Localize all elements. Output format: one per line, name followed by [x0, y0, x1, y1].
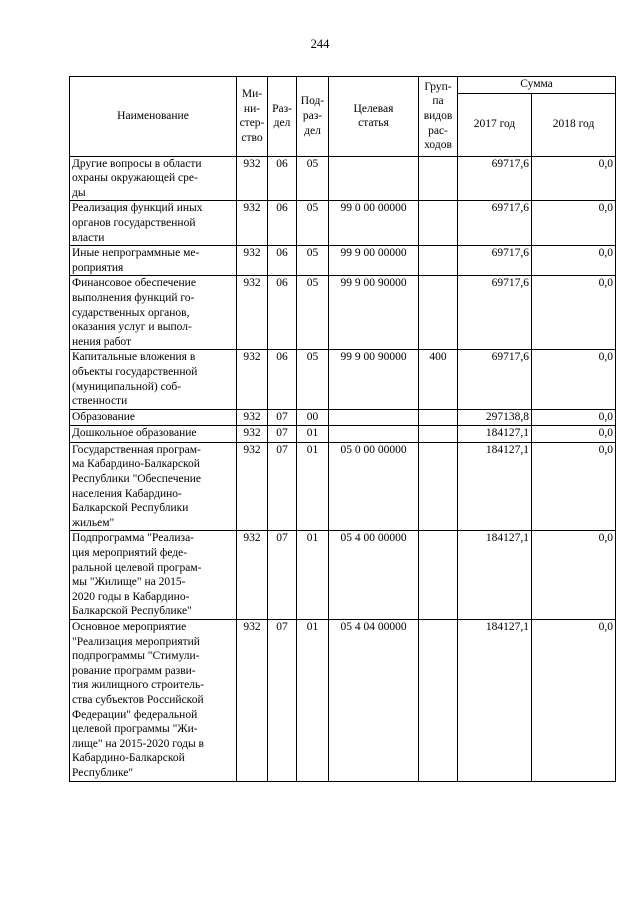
row-sum-2017: 297138,8: [458, 409, 532, 426]
name-line: "Реализация мероприятий: [72, 635, 200, 648]
row-ministry: 932: [237, 442, 268, 531]
row-name: [70, 246, 237, 276]
row-sum-2018: 0,0: [532, 531, 616, 620]
name-line: Финансовое обеспечение: [72, 277, 196, 290]
row-subsection: 05: [297, 276, 329, 350]
row-section: 06: [268, 350, 297, 409]
name-line: Образование: [72, 410, 136, 423]
name-line: Другие вопросы в области: [72, 157, 202, 170]
row-sum-2017: 69717,6: [458, 246, 532, 276]
row-group: [419, 442, 458, 531]
header-sum: Сумма: [458, 77, 616, 94]
header-subsection-line: раз-: [302, 110, 323, 122]
row-ministry: 932: [237, 201, 268, 246]
row-group: [419, 409, 458, 426]
row-sum-2018: 0,0: [532, 276, 616, 350]
row-ministry: 932: [237, 426, 268, 443]
row-name: [70, 442, 237, 531]
row-subsection: 01: [297, 426, 329, 443]
row-ministry: 932: [237, 350, 268, 409]
table-row: [70, 156, 616, 201]
name-line: Кабардино-Балкарской: [72, 752, 185, 765]
row-section: 06: [268, 246, 297, 276]
row-sum-2017: 184127,1: [458, 442, 532, 531]
row-ministry: 932: [237, 276, 268, 350]
row-group: [419, 620, 458, 782]
name-line: Иные непрограммные ме-: [72, 247, 200, 260]
table-row: [70, 442, 616, 531]
header-ministry-line: ни-: [243, 102, 261, 115]
name-line: охраны окружающей сре-: [72, 172, 198, 185]
name-line: Реализация функций иных: [72, 202, 203, 215]
row-group: [419, 246, 458, 276]
name-line: подпрограммы "Стимули-: [72, 650, 200, 663]
row-sum-2017: 184127,1: [458, 426, 532, 443]
row-target: [329, 426, 419, 443]
name-line: объекты государственной: [72, 365, 198, 378]
name-line: ральной целевой програм-: [72, 561, 202, 574]
row-sum-2017: 69717,6: [458, 350, 532, 409]
row-target: 05 4 04 00000: [329, 620, 419, 782]
row-target: 05 0 00 00000: [329, 442, 419, 531]
header-subsection: [297, 77, 329, 157]
row-section: 07: [268, 442, 297, 531]
row-name: [70, 350, 237, 409]
name-line: 2020 годы в Кабардино-: [72, 590, 190, 603]
name-line: оказания услуг и выпол-: [72, 321, 192, 334]
row-sum-2017: 69717,6: [458, 276, 532, 350]
row-subsection: 05: [297, 246, 329, 276]
row-ministry: 932: [237, 620, 268, 782]
row-target: [329, 156, 419, 201]
header-group-line: видов: [423, 110, 453, 122]
header-target-line: статья: [358, 117, 389, 130]
row-subsection: 05: [297, 201, 329, 246]
name-line: Капитальные вложения в: [72, 351, 196, 364]
header-section-line: Раз-: [272, 102, 292, 115]
row-name: [70, 156, 237, 201]
row-subsection: 01: [297, 531, 329, 620]
header-ministry-line: стер-: [239, 117, 265, 130]
row-target: [329, 409, 419, 426]
row-ministry: 932: [237, 246, 268, 276]
name-line: сударственных органов,: [72, 306, 190, 319]
row-section: 06: [268, 276, 297, 350]
name-line: ция мероприятий феде-: [72, 547, 188, 560]
row-target: 99 9 00 90000: [329, 350, 419, 409]
name-line: ственности: [72, 395, 128, 408]
row-section: 07: [268, 531, 297, 620]
header-subsection-line: Под-: [300, 95, 325, 108]
name-line: Федерации" федеральной: [72, 708, 198, 721]
header-section: [268, 77, 297, 157]
header-ministry-line: Ми-: [241, 88, 263, 101]
row-section: 07: [268, 409, 297, 426]
header-group-line: Груп-: [424, 80, 452, 93]
name-line: власти: [72, 231, 105, 244]
name-line: ства субъектов Российской: [72, 693, 204, 706]
row-group: [419, 276, 458, 350]
row-ministry: 932: [237, 531, 268, 620]
row-sum-2018: 0,0: [532, 409, 616, 426]
row-target: 99 9 00 00000: [329, 246, 419, 276]
name-line: Балкарской Республики: [72, 502, 189, 515]
row-sum-2018: 0,0: [532, 350, 616, 409]
header-section-line: дел: [273, 117, 291, 130]
row-group: 400: [419, 350, 458, 409]
row-group: [419, 201, 458, 246]
row-section: 07: [268, 426, 297, 443]
row-sum-2018: 0,0: [532, 156, 616, 201]
table-row: [70, 246, 616, 276]
header-group-line: па: [432, 95, 444, 108]
row-sum-2018: 0,0: [532, 246, 616, 276]
row-subsection: 00: [297, 409, 329, 426]
name-line: роприятия: [72, 261, 124, 274]
table-row: [70, 409, 616, 426]
name-line: Подпрограмма "Реализа-: [72, 532, 195, 545]
row-name: [70, 409, 237, 426]
name-line: Основное мероприятие: [72, 621, 187, 633]
row-sum-2018: 0,0: [532, 426, 616, 443]
row-ministry: 932: [237, 156, 268, 201]
row-subsection: 01: [297, 620, 329, 782]
name-line: ма Кабардино-Балкарской: [72, 458, 200, 471]
name-line: лище" на 2015-2020 годы в: [72, 737, 204, 750]
name-line: тия жилищного строитель-: [72, 679, 205, 692]
name-line: выполнения функций го-: [72, 291, 195, 304]
name-line: населения Кабардино-: [72, 487, 182, 500]
row-sum-2017: 184127,1: [458, 531, 532, 620]
header-name: Наименование: [70, 77, 237, 157]
header-year-2018: 2018 год: [532, 93, 616, 156]
row-sum-2018: 0,0: [532, 201, 616, 246]
name-line: рование программ разви-: [72, 664, 196, 677]
name-line: Дошкольное образование: [72, 427, 197, 440]
row-target: 99 9 00 90000: [329, 276, 419, 350]
name-line: мы "Жилище" на 2015-: [72, 576, 186, 589]
header-ministry-line: ство: [241, 131, 263, 144]
table-row: [70, 201, 616, 246]
header-expense-group: [419, 77, 458, 157]
header-subsection-line: дел: [304, 124, 321, 137]
table-row: [70, 531, 616, 620]
name-line: целевой программы "Жи-: [72, 723, 198, 736]
row-group: [419, 156, 458, 201]
table-row: [70, 350, 616, 409]
name-line: ды: [72, 186, 86, 199]
row-sum-2018: 0,0: [532, 442, 616, 531]
page-number: 244: [310, 37, 330, 51]
name-line: нения работ: [72, 335, 132, 348]
row-name: [70, 620, 237, 782]
row-sum-2017: 69717,6: [458, 156, 532, 201]
budget-table: [69, 76, 616, 782]
name-line: органов государственной: [72, 216, 196, 229]
name-line: (муниципальной) соб-: [72, 380, 182, 393]
table-row: [70, 620, 616, 782]
row-ministry: 932: [237, 409, 268, 426]
row-target: 05 4 00 00000: [329, 531, 419, 620]
header-year-2017: 2017 год: [458, 93, 532, 156]
table-row: [70, 276, 616, 350]
row-section: 07: [268, 620, 297, 782]
header-group-line: ходов: [424, 139, 452, 152]
row-name: [70, 531, 237, 620]
row-section: 06: [268, 156, 297, 201]
row-group: [419, 531, 458, 620]
row-sum-2017: 69717,6: [458, 201, 532, 246]
header-target: [329, 77, 419, 157]
row-name: [70, 276, 237, 350]
row-section: 06: [268, 201, 297, 246]
row-sum-2017: 184127,1: [458, 620, 532, 782]
row-subsection: 05: [297, 156, 329, 201]
row-name: [70, 426, 237, 443]
header-target-line: Целевая: [353, 102, 394, 115]
row-target: 99 0 00 00000: [329, 201, 419, 246]
name-line: Балкарской Республике": [72, 605, 192, 618]
row-group: [419, 426, 458, 443]
row-sum-2018: 0,0: [532, 620, 616, 782]
header-group-line: рас-: [428, 124, 448, 137]
header-ministry: [237, 77, 268, 157]
table-row: [70, 426, 616, 443]
name-line: Республики "Обеспечение: [72, 473, 202, 486]
row-subsection: 01: [297, 442, 329, 531]
name-line: Государственная програм-: [72, 443, 201, 456]
name-line: жильем": [72, 516, 115, 529]
name-line: Республике": [72, 766, 134, 779]
row-name: [70, 201, 237, 246]
row-subsection: 05: [297, 350, 329, 409]
